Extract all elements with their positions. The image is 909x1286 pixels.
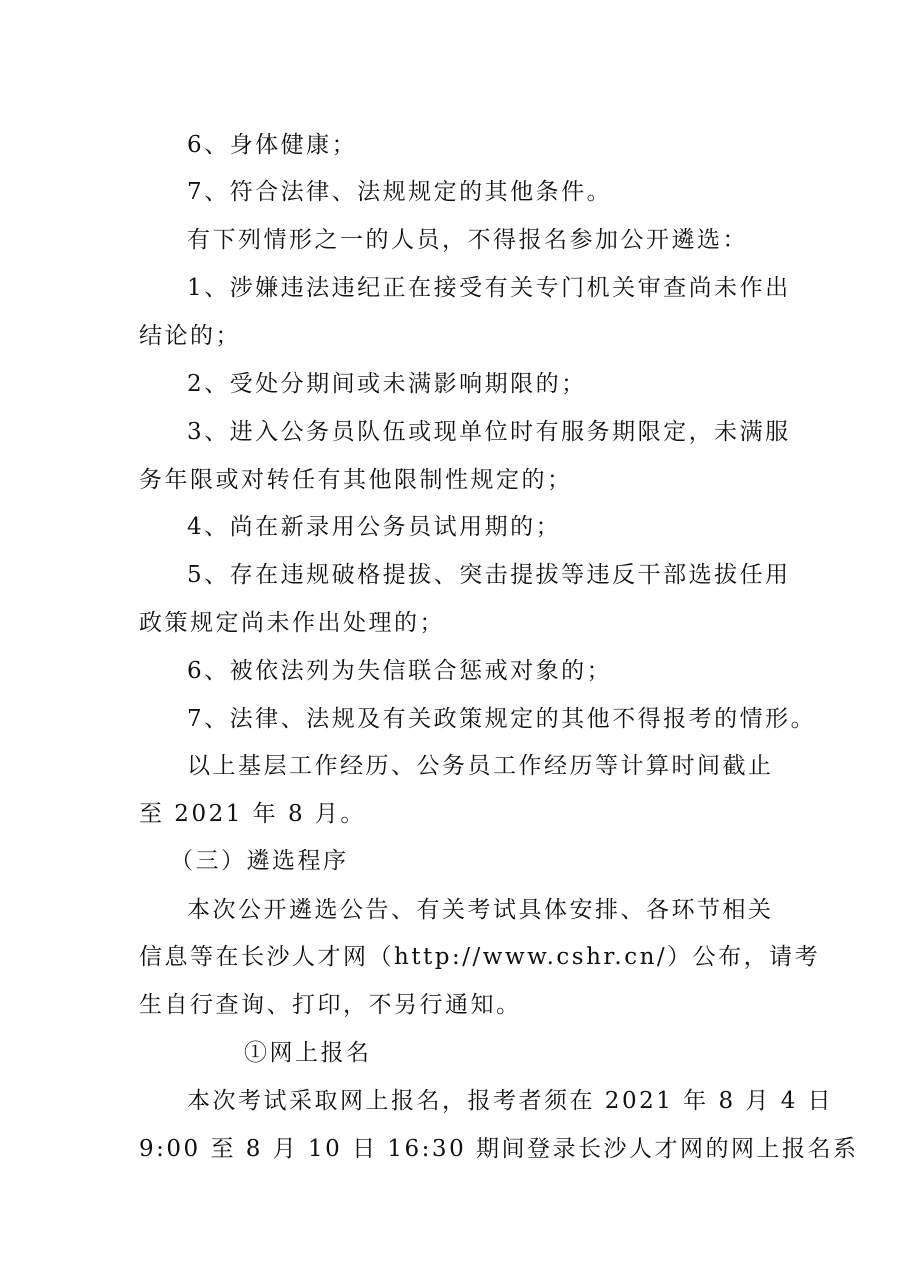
text-line: 务年限或对转任有其他限制性规定的； (139, 467, 573, 493)
text-line: 本次考试采取网上报名，报考者须在 2021 年 8 月 4 日 (187, 1088, 834, 1114)
text-line: 本次公开遴选公告、有关考试具体安排、各环节相关 (187, 897, 774, 923)
text-line: 6、身体健康； (187, 132, 358, 158)
text-line: 5、存在违规破格提拔、突击提拔等违反干部选拔任用 (187, 562, 791, 588)
text-line: 7、符合法律、法规规定的其他条件。 (187, 179, 613, 205)
subsection-heading: ①网上报名 (244, 1040, 372, 1066)
text-line: 4、尚在新录用公务员试用期的； (187, 514, 562, 540)
text-line: 1、涉嫌违法违纪正在接受有关专门机关审查尚未作出 (187, 275, 791, 301)
text-line: 结论的； (139, 323, 241, 349)
text-line: 9:00 至 8 月 10 日 16:30 期间登录长沙人才网的网上报名系 (139, 1136, 859, 1162)
text-line: 6、被依法列为失信联合惩戒对象的； (187, 658, 613, 684)
text-line: 信息等在长沙人才网（http://www.cshr.cn/）公布，请考 (139, 944, 821, 970)
text-line: 生自行查询、打印，不另行通知。 (139, 992, 522, 1018)
section-heading: （三）遴选程序 (170, 848, 349, 874)
text-line: 2、受处分期间或未满影响期限的； (187, 371, 587, 397)
text-line: 政策规定尚未作出处理的； (139, 610, 445, 636)
text-line: 有下列情形之一的人员，不得报名参加公开遴选： (187, 227, 748, 253)
text-line: 3、进入公务员队伍或现单位时有服务期限定，未满服 (187, 419, 791, 445)
text-line: 至 2021 年 8 月。 (139, 801, 366, 827)
text-line: 以上基层工作经历、公务员工作经历等计算时间截止 (187, 753, 774, 779)
text-line: 7、法律、法规及有关政策规定的其他不得报考的情形。 (187, 706, 817, 732)
